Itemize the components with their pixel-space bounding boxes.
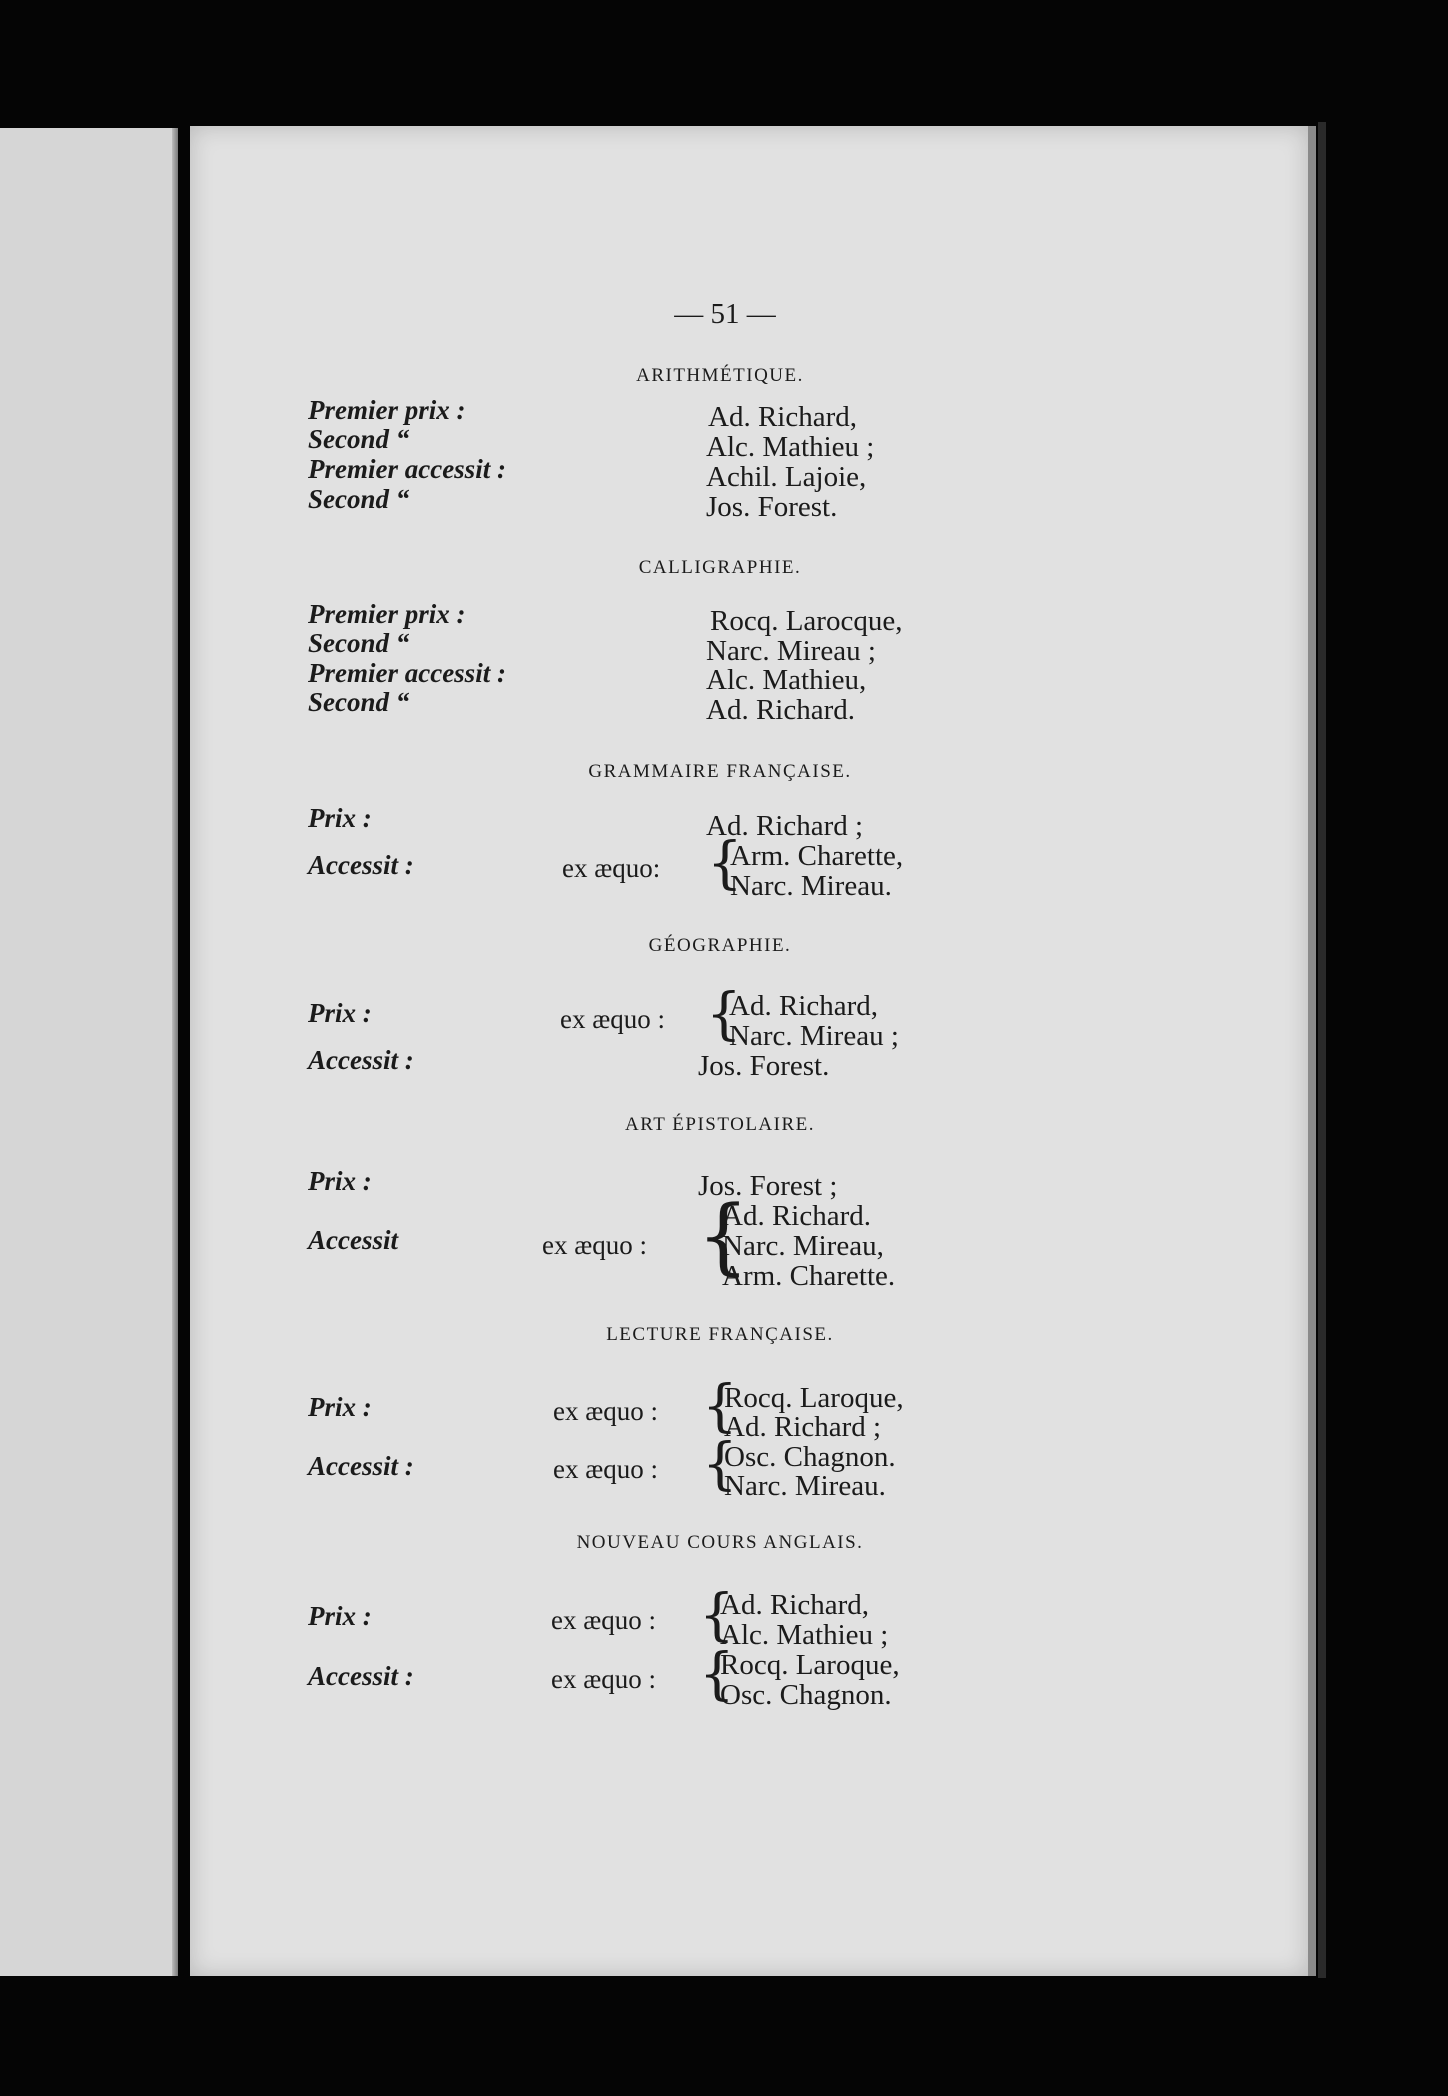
laureate-name: Alc. Mathieu ; (706, 431, 875, 463)
ex-aequo-label: ex æquo : (553, 1454, 658, 1484)
section-title-calligraphie: CALLIGRAPHIE. (638, 557, 802, 578)
laureate-name: Narc. Mireau ; (706, 635, 876, 667)
award-label: Premier accessit : (308, 658, 506, 688)
ex-aequo-label: ex æquo : (553, 1396, 658, 1426)
section-title-lecture: LECTURE FRANÇAISE. (606, 1324, 834, 1345)
laureate-name: Ad. Richard, (729, 990, 878, 1022)
brace-icon: { (706, 982, 742, 1047)
laureate-name: Narc. Mireau, (722, 1230, 884, 1262)
ex-aequo-label: ex æquo : (542, 1230, 647, 1260)
award-label: Accessit : (308, 1661, 414, 1691)
award-label: Accessit : (308, 1045, 414, 1075)
laureate-name: Jos. Forest. (698, 1050, 830, 1082)
ex-aequo-label: ex æquo : (560, 1004, 665, 1034)
award-label: Second “ (308, 628, 410, 658)
left-page-edge (0, 128, 178, 1976)
award-label: Prix : (308, 803, 372, 833)
award-label: Accessit : (308, 850, 414, 880)
brace-icon: { (702, 1432, 738, 1497)
laureate-name: Arm. Charette. (722, 1260, 896, 1292)
laureate-name: Rocq. Laroque, (724, 1382, 904, 1414)
laureate-name: Jos. Forest ; (698, 1170, 838, 1202)
laureate-name: Ad. Richard ; (706, 810, 864, 842)
laureate-name: Ad. Richard, (720, 1589, 869, 1621)
laureate-name: Ad. Richard. (706, 694, 855, 726)
brace-icon: { (697, 1189, 750, 1284)
section-title-geographie: GÉOGRAPHIE. (648, 935, 792, 956)
section-title-art-epistolaire: ART ÉPISTOLAIRE. (625, 1114, 815, 1135)
laureate-name: Jos. Forest. (706, 491, 838, 523)
award-label: Premier accessit : (308, 454, 506, 484)
laureate-name: Arm. Charette, (730, 840, 904, 872)
laureate-name: Ad. Richard, (708, 401, 857, 433)
laureate-name: Narc. Mireau. (724, 1470, 886, 1502)
award-label: Second “ (308, 687, 410, 717)
laureate-name: Alc. Mathieu ; (720, 1619, 889, 1651)
award-label: Premier prix : (308, 395, 466, 425)
laureate-name: Alc. Mathieu, (706, 664, 867, 696)
section-title-grammaire: GRAMMAIRE FRANÇAISE. (588, 761, 852, 782)
laureate-name: Ad. Richard. (722, 1200, 871, 1232)
award-label: Accessit (308, 1225, 398, 1255)
award-label: Prix : (308, 998, 372, 1028)
brace-icon: { (707, 831, 743, 896)
laureate-name: Narc. Mireau ; (729, 1020, 899, 1052)
section-title-arithmetique: ARITHMÉTIQUE. (636, 365, 804, 386)
award-label: Prix : (308, 1392, 372, 1422)
laureate-name: Rocq. Laroque, (720, 1649, 900, 1681)
laureate-name: Rocq. Larocque, (710, 605, 903, 637)
brace-icon: { (702, 1374, 738, 1439)
award-label: Second “ (308, 484, 410, 514)
section-title-anglais: NOUVEAU COURS ANGLAIS. (576, 1532, 864, 1553)
ex-aequo-label: ex æquo : (551, 1664, 656, 1694)
laureate-name: Achil. Lajoie, (706, 461, 867, 493)
brace-icon: { (699, 1642, 735, 1707)
brace-icon: { (699, 1583, 735, 1648)
laureate-name: Narc. Mireau. (730, 870, 892, 902)
laureate-name: Osc. Chagnon. (720, 1679, 892, 1711)
award-label: Accessit : (308, 1451, 414, 1481)
laureate-name: Ad. Richard ; (724, 1411, 882, 1443)
book-edge (1318, 122, 1326, 1978)
award-label: Second “ (308, 424, 410, 454)
ex-aequo-label: ex æquo: (562, 853, 661, 883)
laureate-name: Osc. Chagnon. (724, 1441, 896, 1473)
page-number: — 51 — (674, 298, 776, 330)
award-label: Prix : (308, 1166, 372, 1196)
ex-aequo-label: ex æquo : (551, 1605, 656, 1635)
award-label: Premier prix : (308, 599, 466, 629)
award-label: Prix : (308, 1601, 372, 1631)
